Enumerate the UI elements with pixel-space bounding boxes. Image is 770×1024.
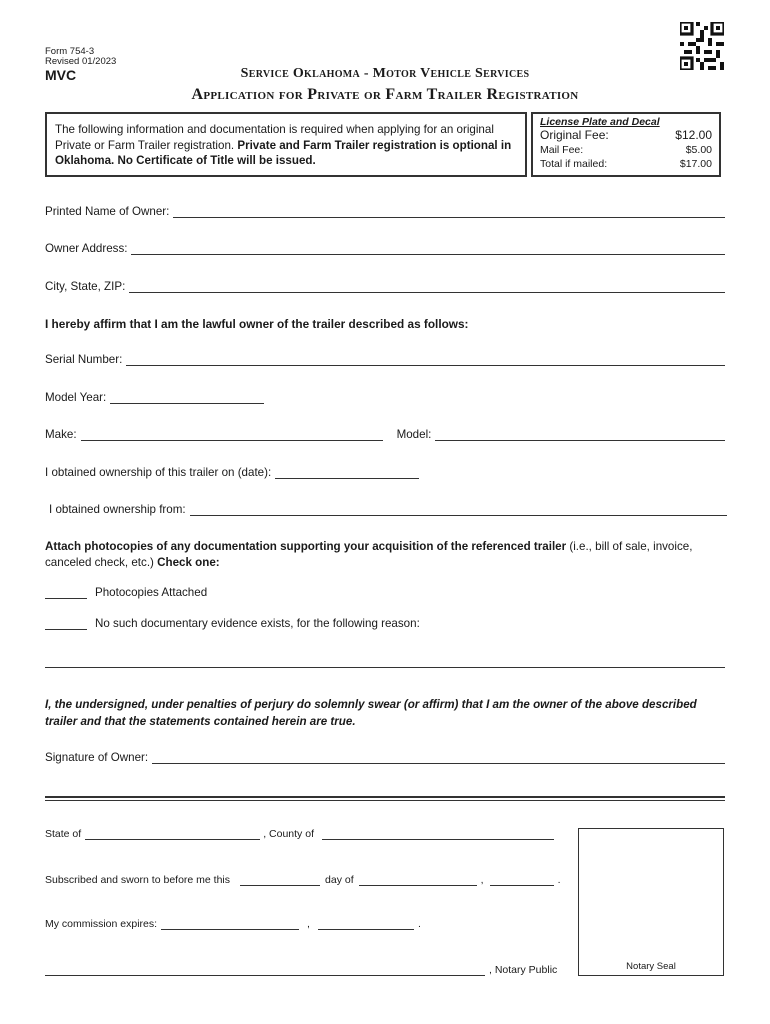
owner-address-label: Owner Address:: [45, 242, 128, 255]
photocopies-check-field[interactable]: [45, 587, 87, 599]
form-title: Application for Private or Farm Trailer Registration: [191, 86, 579, 103]
ownership-from-label: I obtained ownership from:: [49, 503, 186, 516]
fee-box: [531, 112, 721, 177]
form-number: Form 754-3: [45, 46, 95, 57]
signature-row: [45, 751, 725, 764]
no-evidence-check-field[interactable]: [45, 618, 87, 630]
city-state-zip-field[interactable]: [129, 281, 725, 293]
owner-name-field[interactable]: [173, 206, 725, 218]
fee-amount: $5.00: [685, 144, 712, 156]
city-state-zip-row: [45, 280, 725, 293]
fee-label: Total if mailed:: [540, 158, 608, 170]
owner-name-row: [45, 205, 725, 218]
city-state-zip-label: City, State, ZIP:: [45, 280, 126, 293]
fee-amount: $17.00: [679, 158, 712, 170]
photocopies-label: Photocopies Attached: [95, 586, 208, 599]
notary-subscribed-row: [45, 874, 560, 886]
serial-number-label: Serial Number:: [45, 353, 123, 366]
reason-field[interactable]: [45, 667, 725, 668]
year-field[interactable]: [490, 874, 554, 886]
notary-public-row: [45, 964, 557, 976]
owner-address-field[interactable]: [131, 243, 725, 255]
make-label: Make:: [45, 428, 77, 441]
notary-seal-box: [578, 828, 724, 976]
info-box: [45, 112, 527, 177]
affirm-statement: I hereby affirm that I am the lawful owner of the trailer described as follows:: [45, 317, 469, 331]
commission-label: My commission expires:: [45, 918, 158, 930]
owner-name-label: Printed Name of Owner:: [45, 205, 170, 218]
period-separator: .: [557, 874, 561, 886]
model-label: Model:: [396, 428, 432, 441]
state-label: State of: [45, 828, 82, 840]
notary-signature-field[interactable]: [45, 964, 485, 976]
qr-code-icon: [680, 22, 724, 70]
fee-heading: License Plate and Decal: [540, 116, 660, 128]
comma-separator: ,: [307, 918, 310, 930]
commission-field[interactable]: [161, 918, 299, 930]
model-field[interactable]: [435, 429, 725, 441]
notary-state-row: [45, 828, 554, 840]
fee-label: Original Fee:: [540, 128, 609, 142]
model-year-field[interactable]: [110, 392, 264, 404]
ownership-from-field[interactable]: [190, 504, 727, 516]
day-field[interactable]: [240, 874, 320, 886]
ownership-date-field[interactable]: [275, 467, 419, 479]
commission-year-field[interactable]: [318, 918, 414, 930]
info-text: The following information and documentation is required when applying for an original Private or Farm Trailer registration.: [55, 123, 494, 152]
month-field[interactable]: [359, 874, 477, 886]
county-label: , County of: [263, 828, 314, 840]
signature-label: Signature of Owner:: [45, 751, 149, 764]
fee-amount: $12.00: [675, 128, 712, 142]
fee-row-total: [540, 157, 712, 171]
attach-instructions: [45, 539, 725, 571]
option-no-evidence: [45, 617, 420, 630]
subscribed-label: Subscribed and sworn to before me this: [45, 874, 231, 886]
owner-address-row: [45, 242, 725, 255]
section-divider-thin: [45, 800, 725, 801]
option-photocopies: [45, 586, 207, 599]
agency-title: Service Oklahoma - Motor Vehicle Services: [240, 66, 530, 81]
comma-separator: ,: [480, 874, 484, 886]
section-divider: [45, 796, 725, 798]
make-field[interactable]: [81, 429, 383, 441]
info-text-bold: Private and Farm Trailer registration is optional in Oklahoma. No Certificate of Title will be issued.: [55, 138, 512, 167]
state-field[interactable]: [85, 828, 260, 840]
notary-public-label: , Notary Public: [489, 964, 558, 976]
notary-seal-label: Notary Seal: [626, 961, 676, 972]
ownership-date-row: [45, 466, 419, 479]
model-year-row: [45, 391, 264, 404]
make-model-row: [45, 428, 725, 441]
ownership-from-row: [49, 503, 727, 516]
commission-row: [45, 918, 421, 930]
attach-bold: Attach photocopies of any documentation supporting your acquisition of the referenced trailer: [45, 540, 567, 553]
period-separator: .: [417, 918, 421, 930]
ownership-date-label: I obtained ownership of this trailer on (date):: [45, 466, 272, 479]
no-evidence-label: No such documentary evidence exists, for the following reason:: [95, 617, 420, 630]
agency-code: MVC: [45, 67, 77, 83]
revised-date: Revised 01/2023: [45, 56, 117, 67]
fee-row-mail: [540, 143, 712, 157]
check-one: Check one:: [157, 556, 220, 569]
serial-number-field[interactable]: [126, 354, 725, 366]
serial-number-row: [45, 353, 725, 366]
oath-statement: I, the undersigned, under penalties of perjury do solemnly swear (or affirm) that I am the owner of the above described trailer and that the statements contained herein are true.: [45, 698, 697, 728]
model-year-label: Model Year:: [45, 391, 107, 404]
attach-plain: (i.e., bill of sale, invoice, canceled check, etc.): [45, 540, 693, 569]
signature-field[interactable]: [152, 752, 725, 764]
day-of-label: day of: [325, 874, 354, 886]
county-field[interactable]: [322, 828, 554, 840]
fee-label: Mail Fee:: [540, 144, 584, 156]
fee-row-original: [540, 128, 712, 143]
